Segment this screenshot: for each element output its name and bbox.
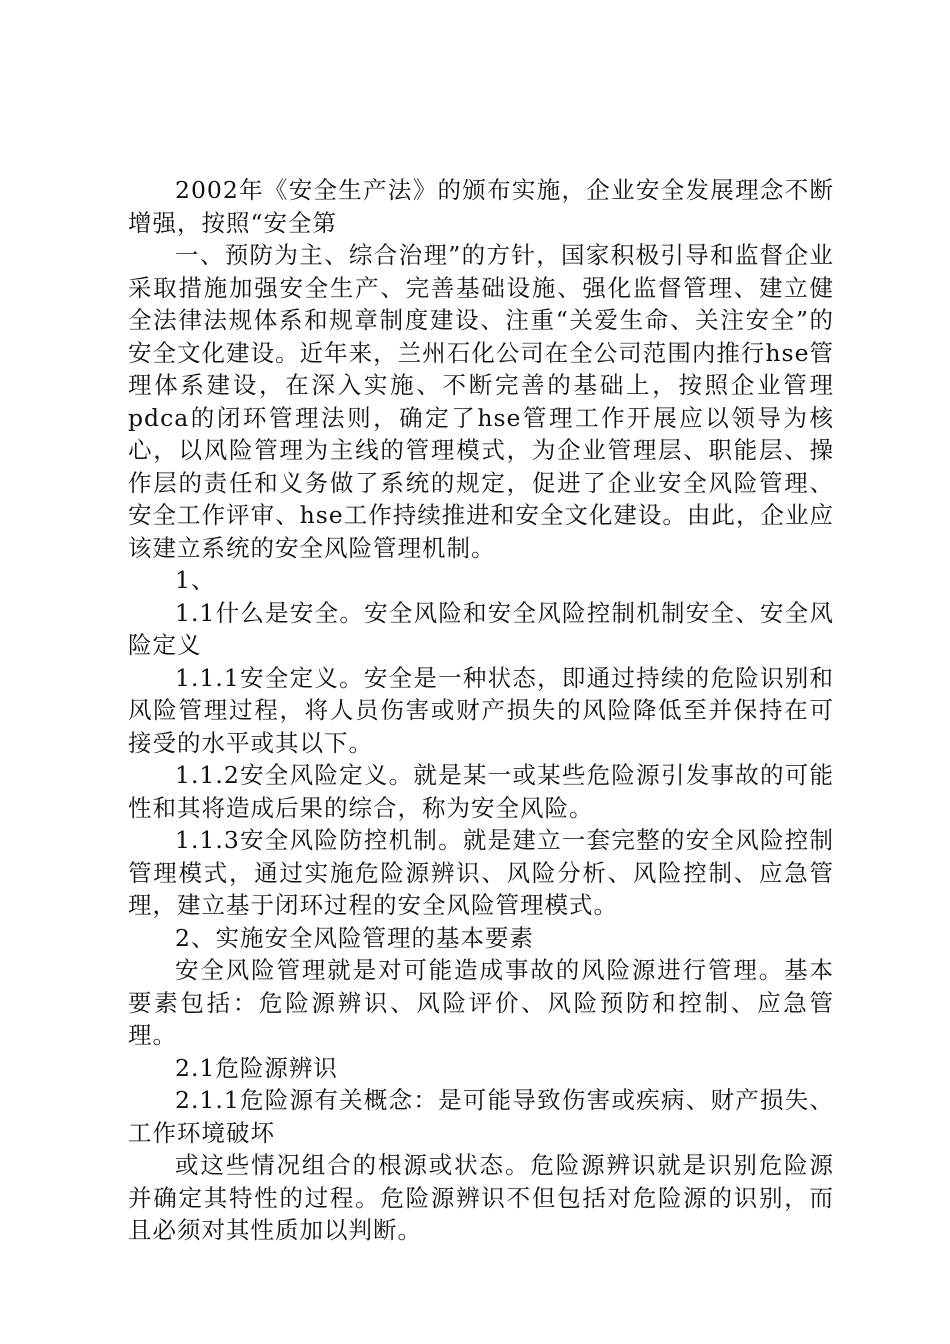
paragraph-2-1-1: 2.1.1危险源有关概念：是可能导致伤害或疾病、财产损失、工作环境破坏	[128, 1086, 834, 1147]
paragraph-2-intro: 安全风险管理就是对可能造成事故的风险源进行管理。基本要素包括：危险源辨识、风险评价、风险预防和控制、应急管理。	[128, 956, 834, 1049]
section-heading-2: 2、实施安全风险管理的基本要素	[175, 923, 534, 952]
document-body	[128, 174, 834, 1247]
paragraph-1-1-2: 1.1.2安全风险定义。就是某一或某些危险源引发事故的可能性和其将造成后果的综合，称为安全风险。	[128, 761, 834, 822]
paragraph-policy: 一、预防为主、综合治理”的方针，国家积极引导和监督企业采取措施加强安全生产、完善基础设施、强化监督管理、建立健全法律法规体系和规章制度建设、注重“关爱生命、关注安全”的安全文化建设。近年来，兰州石化公司在全公司范围内推行hse管理体系建设，在深入实施、不断完善的基础上，按照企业管理pdca的闭环管理法则，确定了hse管理工作开展应以领导为核心，以风险管理为主线的管理模式，为企业管理层、职能层、操作层的责任和义务做了系统的规定，促进了企业安全风险管理、安全工作评审、hse工作持续推进和安全文化建设。由此，企业应该建立系统的安全风险管理机制。	[128, 241, 834, 562]
section-heading-1-1: 1.1什么是安全。安全风险和安全风险控制机制安全、安全风险定义	[128, 598, 834, 659]
section-heading-2-1: 2.1危险源辨识	[175, 1053, 338, 1082]
paragraph-1-1-3: 1.1.3安全风险防控机制。就是建立一套完整的安全风险控制管理模式，通过实施危险源辨识、风险分析、风险控制、应急管理，建立基于闭环过程的安全风险管理模式。	[128, 826, 834, 919]
paragraph-1-1-1: 1.1.1安全定义。安全是一种状态，即通过持续的危险识别和风险管理过程，将人员伤害或财产损失的风险降低至并保持在可接受的水平或其以下。	[128, 663, 834, 757]
paragraph-intro: 2002年《安全生产法》的颁布实施，企业安全发展理念不断增强，按照“安全第	[128, 176, 834, 237]
section-heading-1: 1、	[175, 566, 216, 594]
paragraph-2-1-1-cont: 或这些情况组合的根源或状态。危险源辨识就是识别危险源并确定其特性的过程。危险源辨识不但包括对危险源的识别，而且必须对其性质加以判断。	[128, 1151, 834, 1244]
